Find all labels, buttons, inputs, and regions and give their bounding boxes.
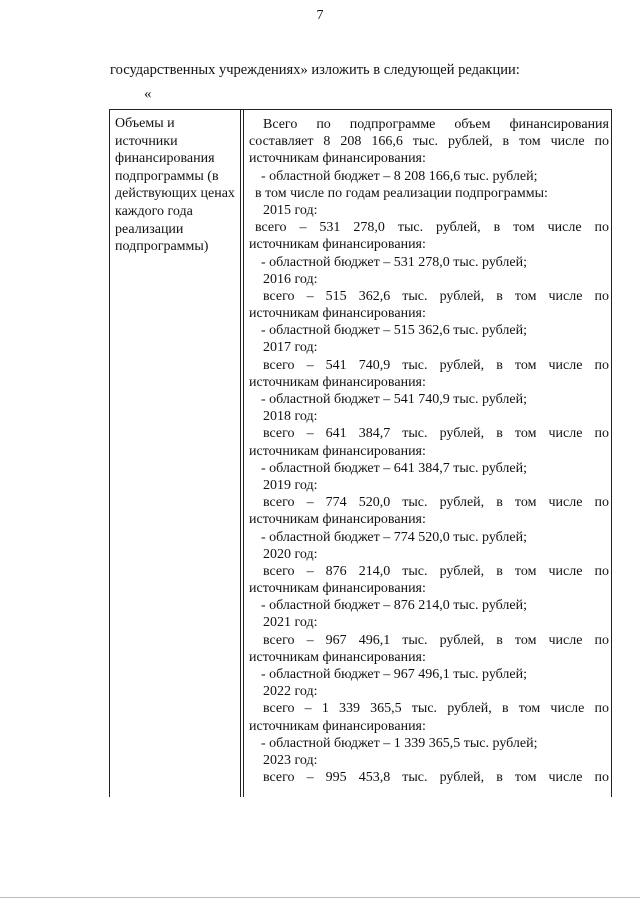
label-line: финансирования (115, 151, 215, 167)
value-line: 2020 год: (263, 546, 318, 562)
label-line: подпрограммы (в (115, 168, 219, 184)
value-line: всего – 967 496,1 тыс. рублей, в том числе по (263, 632, 609, 648)
page-number: 7 (316, 8, 324, 23)
value-line: 2016 год: (263, 271, 318, 287)
value-line: источникам финансирования: (249, 649, 426, 665)
value-line: 2018 год: (263, 409, 318, 425)
label-line: действующих ценах (115, 186, 235, 202)
value-line: Всего по подпрограмме объем финансирования (263, 117, 609, 132)
value-line: источникам финансирования: (249, 443, 426, 459)
value-line: всего – 541 740,9 тыс. рублей, в том числе по (263, 357, 609, 373)
value-line: всего – 774 520,0 тыс. рублей, в том числе по (263, 495, 609, 511)
value-line: 2019 год: (263, 477, 318, 493)
value-line: 2015 год: (263, 202, 318, 218)
value-line: - областной бюджет – 8 208 166,6 тыс. рублей; (261, 168, 538, 184)
value-line: всего – 995 453,8 тыс. рублей, в том числе по (263, 770, 609, 786)
intro-text: государственных учреждениях» изложить в следующей редакции: (110, 62, 520, 78)
value-line: источникам финансирования: (249, 581, 426, 597)
value-line: всего – 876 214,0 тыс. рублей, в том числе по (263, 563, 609, 579)
financing-table (109, 109, 612, 797)
value-line: 2022 год: (263, 684, 318, 700)
value-line: источникам финансирования: (249, 718, 426, 734)
value-line: источникам финансирования: (249, 306, 426, 322)
value-line: всего – 515 362,6 тыс. рублей, в том числе по (263, 288, 609, 304)
value-line: источникам финансирования: (249, 512, 426, 528)
label-line: подпрограммы) (115, 239, 209, 255)
value-line: - областной бюджет – 541 740,9 тыс. рублей; (261, 392, 527, 407)
value-line: 2017 год: (263, 340, 318, 356)
value-line: 2021 год: (263, 615, 318, 631)
value-line: всего – 641 384,7 тыс. рублей, в том числе по (263, 426, 609, 442)
table-label-cell (115, 115, 239, 256)
value-line: составляет 8 208 166,6 тыс. рублей, в том числе по (249, 134, 609, 150)
value-line: - областной бюджет – 774 520,0 тыс. рублей; (261, 529, 527, 545)
value-line: - областной бюджет – 515 362,6 тыс. рублей; (261, 323, 527, 339)
value-line: 2023 год: (263, 752, 318, 768)
value-line: - областной бюджет – 876 214,0 тыс. рублей; (261, 598, 527, 614)
value-line: источникам финансирования: (249, 237, 426, 253)
label-line: Объемы и (115, 116, 175, 131)
column-divider-inner (243, 110, 244, 797)
label-line: источники (115, 133, 178, 149)
value-line: - областной бюджет – 531 278,0 тыс. рублей; (261, 254, 527, 270)
label-line: каждого года (115, 203, 193, 219)
opening-quote-mark: « (144, 86, 152, 102)
footer-rule (0, 897, 640, 898)
value-line: всего – 531 278,0 тыс. рублей, в том числе по (255, 220, 609, 236)
value-line: источникам финансирования: (249, 374, 426, 390)
value-line: в том числе по годам реализации подпрограммы: (255, 185, 548, 201)
value-line: - областной бюджет – 967 496,1 тыс. рублей; (261, 667, 527, 682)
table-value-cell (249, 116, 609, 786)
label-line: реализации (115, 221, 184, 237)
value-line: - областной бюджет – 1 339 365,5 тыс. рублей; (261, 735, 538, 751)
value-line: источникам финансирования: (249, 151, 426, 167)
value-line: всего – 1 339 365,5 тыс. рублей, в том числе по (263, 701, 609, 717)
value-line: - областной бюджет – 641 384,7 тыс. рублей; (261, 460, 527, 476)
column-divider (240, 110, 241, 797)
